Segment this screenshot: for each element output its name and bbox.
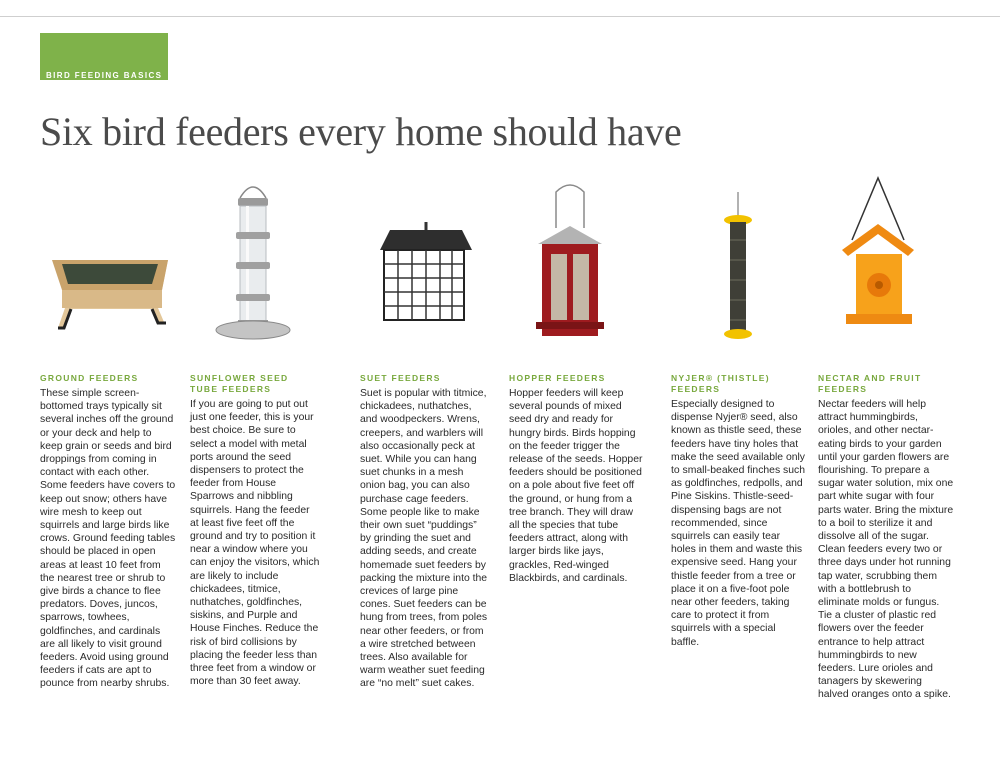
ground-feeders-column <box>40 373 176 691</box>
feeder-heading: GROUND FEEDERS <box>40 373 139 383</box>
suet-cage-feeder-icon <box>380 222 472 320</box>
hopper-feeder-icon <box>536 185 604 336</box>
ground-tray-feeder-icon <box>52 260 168 328</box>
suet-feeders-column <box>360 373 488 691</box>
feeder-description: Suet is popular with titmice, chickadees, nuthatches, and woodpeckers. Wrens, creepers, and warblers will also occasionally peck at suet. While you can hang suet chunks in a mesh onion bag, you can also purchase cage feeders. Some people like to make their own suet “puddings” by grinding the suet and adding seeds, and create homemade suet feeders by packing the mixture into the crevices of large pine cones. Suet feeders can be hung from trees, from poles near other feeders, or from a wire stretched between trees. Also available for warm weather suet feeding are “no melt” suet cakes. <box>360 388 488 690</box>
nyjer-feeders-column <box>671 373 805 649</box>
tube-feeder-icon <box>216 187 290 339</box>
nectar-feeders-column <box>818 373 954 702</box>
feeder-heading: NYJER® (THISTLE) FEEDERS <box>671 373 770 394</box>
top-rule <box>0 16 1000 17</box>
page-title: Six bird feeders every home should have <box>40 109 682 154</box>
feeder-description: Nectar feeders will help attract hummingbirds, orioles, and other nectar-eating birds to your garden until your garden flowers are flourishing. To prepare a sugar water solution, mix one part white sugar with four parts water. Bring the mixture to a boil to sterilize it and dissolve all of the sugar. Clean feeders every two or three days under hot running tap water, scrubbing them with a bottlebrush to eliminate molds or fungus. Tie a cluster of plastic red flowers over the feeder entrance to help attract hummingbirds to new feeders. Lure orioles and tanagers by skewering halved oranges onto a spike. <box>818 399 954 701</box>
feeder-description: If you are going to put out just one feeder, this is your best choice. Be sure to select a model with metal ports around the seed dispensers to protect the feeder from House Sparrows and nibbling squirrels. Hang the feeder at least five feet off the ground and try to position it near a window where you can enjoy the visitors, which are likely to include chickadees, titmice, nuthatches, goldfinches, siskins, and Purple and House Finches. Reduce the risk of bird collisions by placing the feeder less than three feet from a window or more than 30 feet away. <box>190 399 320 688</box>
feeder-heading: SUET FEEDERS <box>360 373 441 383</box>
hopper-feeders-column <box>509 373 645 585</box>
section-tag <box>40 33 168 80</box>
nyjer-tube-feeder-icon <box>724 192 752 339</box>
section-tag-label: BIRD FEEDING BASICS <box>46 71 163 80</box>
feeder-description: Hopper feeders will keep several pounds of mixed seed dry and ready for hungry birds. Birds hopping on the feeder trigger the release of the seeds. Hopper feeders should be positioned on a pole about five feet off the ground, or hung from a tree branch. They will draw all the species that tube feeders attract, along with larger birds like jays, grackles, Red-winged Blackbirds, and cardinals. <box>509 388 643 584</box>
feeder-description: These simple screen-bottomed trays typically sit several inches off the ground or your deck and help to keep grain or seeds and bird droppings from coming in contact with each other. Some feeders have covers to keep out snow; others have wire mesh to keep out squirrels and large birds like crows. Ground feeding tables should be placed in open areas at least 10 feet from the nearest tree or shrub to give birds a chance to flee predators. Doves, juncos, sparrows, towhees, goldfinches, and cardinals are all likely to visit ground feeders. Avoid using ground feeders if cats are apt to pounce from nearby shrubs. <box>40 388 176 690</box>
nectar-feeder-icon <box>842 178 914 324</box>
tube-feeders-column <box>190 373 320 688</box>
feeder-heading: HOPPER FEEDERS <box>509 373 606 383</box>
feeder-description: Especially designed to dispense Nyjer® seed, also known as thistle seed, these feeders have tiny holes that make the seed available only to small-beaked finches such as goldfinches, redpolls, and Pine Siskins. Thistle-seed-dispensing bags are not recommended, since squirrels can easily tear holes in them and waste this expensive seed. Hang your thistle feeder from a tree or place it on a five-foot pole near other feeders, taking care to protect it from squirrels with a special baffle. <box>671 399 806 648</box>
feeder-illustrations <box>0 170 1000 360</box>
feeder-heading: SUNFLOWER SEED TUBE FEEDERS <box>190 373 289 394</box>
feeder-heading: NECTAR AND FRUIT FEEDERS <box>818 373 922 394</box>
